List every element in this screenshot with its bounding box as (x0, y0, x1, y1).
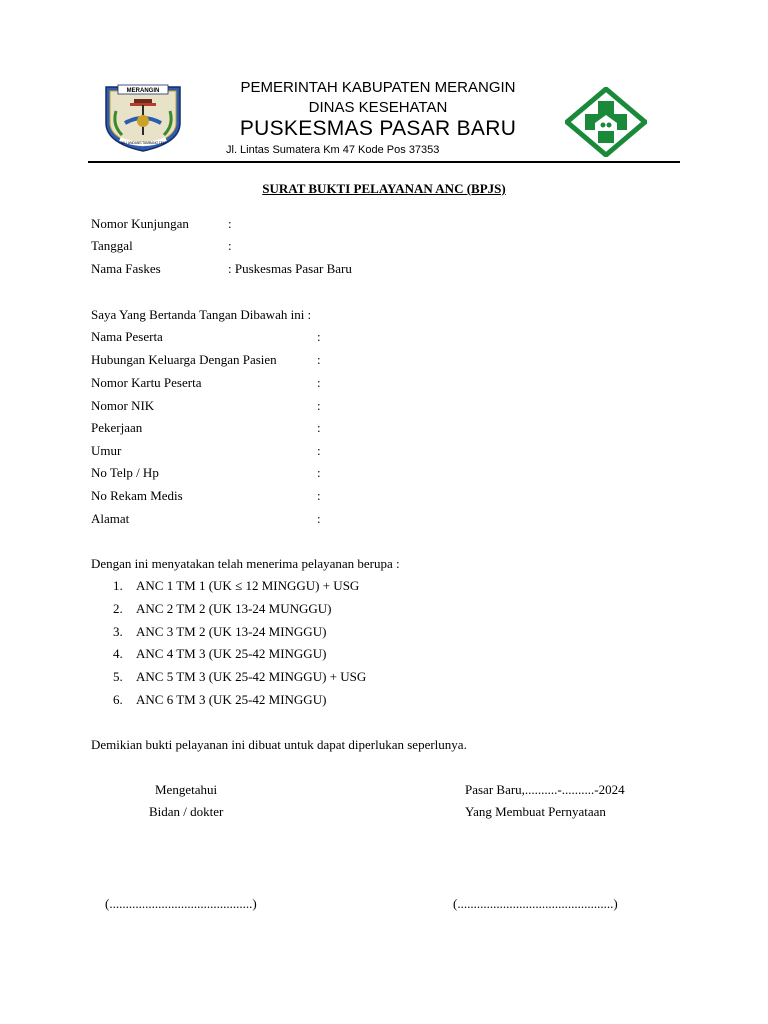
field-value-nama-faskes: : Puskesmas Pasar Baru (228, 261, 352, 276)
field-value-nomor-nik: : (317, 398, 321, 413)
field-label-umur: Umur (91, 443, 122, 458)
field-value-nomor-kunjungan: : (228, 216, 232, 231)
intro-text: Saya Yang Bertanda Tangan Dibawah ini : (91, 307, 312, 322)
header-department: DINAS KESEHATAN (308, 99, 448, 116)
puskesmas-logo-icon (565, 87, 647, 157)
field-label-nomor-nik: Nomor NIK (91, 398, 155, 413)
field-label-tanggal: Tanggal (91, 238, 133, 253)
services-intro: Dengan ini menyatakan telah menerima pelayanan berupa : (91, 556, 400, 571)
signature-right-role: Yang Membuat Pernyataan (465, 804, 606, 819)
service-number: 5. (113, 669, 123, 684)
field-label-nama-faskes: Nama Faskes (91, 261, 161, 276)
field-label-no-rekam-medis: No Rekam Medis (91, 488, 183, 503)
service-number: 2. (113, 601, 123, 616)
field-label-alamat: Alamat (91, 511, 130, 526)
service-item: ANC 6 TM 3 (UK 25-42 MINGGU) (136, 692, 327, 707)
service-number: 6. (113, 692, 123, 707)
field-value-umur: : (317, 443, 321, 458)
service-number: 4. (113, 646, 123, 661)
field-value-nama-peserta: : (317, 329, 321, 344)
logo-top-text: MERANGIN (126, 88, 160, 94)
field-value-nomor-kartu: : (317, 375, 321, 390)
service-item: ANC 1 TM 1 (UK ≤ 12 MINGGU) + USG (136, 578, 360, 593)
signature-left-blank: (............................................) (105, 896, 257, 911)
field-value-alamat: : (317, 511, 321, 526)
field-label-hubungan: Hubungan Keluarga Dengan Pasien (91, 352, 277, 367)
signature-right-place-date: Pasar Baru,..........-..........-2024 (465, 782, 625, 797)
header-institution: PUSKESMAS PASAR BARU (239, 117, 517, 140)
header-address: Jl. Lintas Sumatera Km 47 Kode Pos 37353 (226, 144, 440, 156)
field-value-tanggal: : (228, 238, 232, 253)
service-item: ANC 4 TM 3 (UK 25-42 MINGGU) (136, 646, 327, 661)
service-number: 3. (113, 624, 123, 639)
signature-left-title: Mengetahui (155, 782, 218, 797)
service-number: 1. (113, 578, 123, 593)
field-value-no-rekam-medis: : (317, 488, 321, 503)
signature-right-blank: (................................................) (453, 896, 618, 911)
field-label-nama-peserta: Nama Peserta (91, 329, 163, 344)
field-label-nomor-kartu: Nomor Kartu Peserta (91, 375, 202, 390)
field-value-hubungan: : (317, 352, 321, 367)
service-item: ANC 2 TM 2 (UK 13-24 MUNGGU) (136, 601, 332, 616)
merangin-regency-logo-icon (100, 83, 186, 153)
field-value-no-telp: : (317, 465, 321, 480)
field-label-pekerjaan: Pekerjaan (91, 420, 143, 435)
header-government: PEMERINTAH KABUPATEN MERANGIN (240, 79, 516, 96)
service-item: ANC 3 TM 2 (UK 13-24 MINGGU) (136, 624, 327, 639)
logo-bottom-text: TALI UNDANG TAMBANG TELI (120, 141, 166, 145)
header-divider (88, 161, 680, 163)
field-label-nomor-kunjungan: Nomor Kunjungan (91, 216, 189, 231)
field-value-pekerjaan: : (317, 420, 321, 435)
field-label-no-telp: No Telp / Hp (91, 465, 159, 480)
document-title: SURAT BUKTI PELAYANAN ANC (BPJS) (262, 181, 506, 196)
service-item: ANC 5 TM 3 (UK 25-42 MINGGU) + USG (136, 669, 367, 684)
signature-left-role: Bidan / dokter (149, 804, 224, 819)
closing-statement: Demikian bukti pelayanan ini dibuat untuk dapat diperlukan seperlunya. (91, 737, 467, 752)
